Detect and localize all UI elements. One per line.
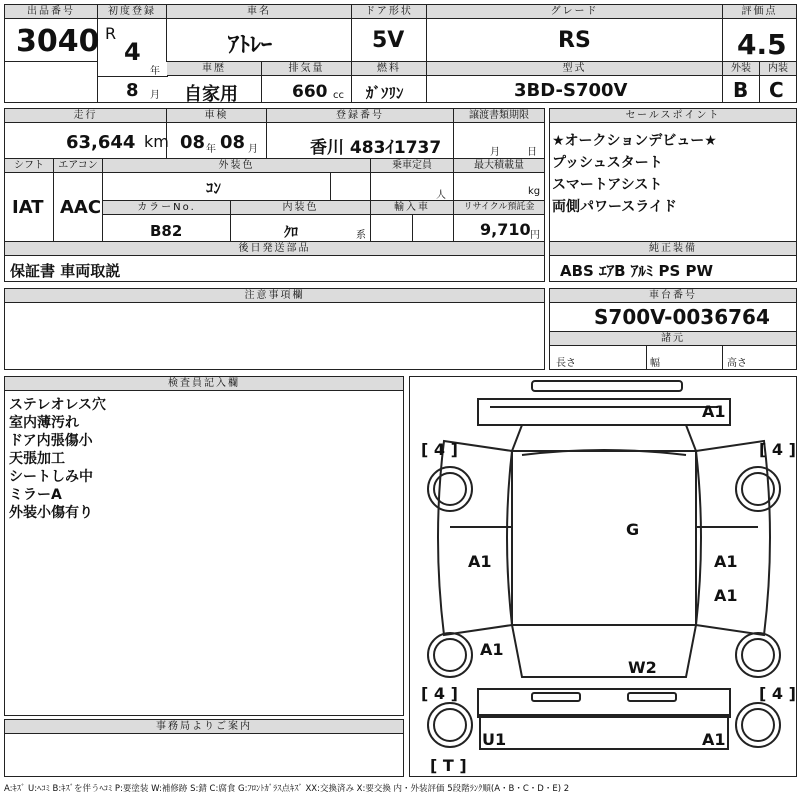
inspector-line: ドア内張傷小 [9, 433, 93, 449]
damage-mark: A1 [480, 640, 504, 659]
reg-label: 初度登録 [98, 5, 166, 19]
chassis-number: S700V-0036764 [594, 305, 770, 329]
later-label: 後日発送部品 [5, 242, 544, 256]
damage-mark: A1 [714, 552, 738, 571]
car-diagram [410, 377, 797, 777]
notes-label: 注意事項欄 [5, 289, 544, 303]
door-label: ドア形状 [352, 5, 426, 19]
capacity-label: 乗車定員 [371, 159, 453, 173]
inspector-line: 天張加工 [9, 451, 65, 467]
ext-label: 外装 [723, 62, 759, 76]
inspector-line: 外装小傷有り [9, 505, 93, 521]
era: R [105, 24, 117, 43]
transfer-label: 譲渡書類期限 [454, 109, 544, 123]
grade-label: グレード [427, 5, 722, 19]
tire-fr: [ 4 ] [759, 440, 796, 459]
inspector-line: ミラーA [9, 487, 62, 503]
office-label: 事務局よりご案内 [5, 720, 403, 734]
score-label: 評価点 [723, 5, 796, 19]
color-number: B82 [150, 222, 183, 240]
shift: IAT [12, 197, 44, 218]
reg-month: 8 [126, 80, 139, 101]
recycle-label: リサイクル預託金 [454, 201, 544, 215]
damage-mark: U1 [482, 730, 507, 749]
fuel: ｶﾞｿﾘﾝ [366, 84, 404, 102]
ext-grade: B [733, 78, 749, 102]
car-name: ｱﾄﾚｰ [228, 33, 273, 58]
grade: RS [558, 28, 591, 53]
reg-year: 4 [124, 38, 141, 66]
shift-label: シフト [5, 159, 53, 173]
sales-point: ★オークションデビュー★ [552, 133, 717, 149]
disp-label: 排気量 [262, 62, 351, 76]
inspector-line: 室内薄汚れ [9, 415, 79, 431]
lot-label: 出品番号 [5, 5, 97, 19]
damage-mark: A1 [468, 552, 492, 571]
inspect-label: 車検 [167, 109, 266, 123]
displacement: 660 [292, 82, 328, 102]
load-label: 最大積載量 [454, 159, 544, 173]
equipment: ABS ｴｱB ｱﾙﾐ PS PW [560, 262, 714, 280]
later-parts: 保証書 車両取説 [10, 262, 121, 280]
ac-label: エアコン [54, 159, 102, 173]
tire-rr: [ 4 ] [759, 684, 796, 703]
ac: AAC [60, 197, 102, 218]
door-type: 5V [372, 28, 405, 53]
history: 自家用 [184, 84, 238, 105]
interior-color: ｸﾛ [284, 225, 298, 241]
plate-label: 登録番号 [267, 109, 453, 123]
chassis-label: 車台番号 [550, 289, 796, 303]
score: 4.5 [737, 28, 787, 61]
km-label: 走行 [5, 109, 166, 123]
inspect-month: 08 [220, 132, 246, 153]
exterior-color: ｺﾝ [206, 179, 222, 197]
damage-mark: W2 [628, 658, 657, 677]
damage-mark: G [626, 520, 640, 539]
legend: A:ｷｽﾞ U:ﾍｺﾐ B:ｷｽﾞを伴うﾍｺﾐ P:要塗装 W:補修跡 S:錆 C:腐食 G:ﾌﾛﾝﾄｶﾞﾗｽ点ｷｽﾞ XX:交換済み X:要交換 内・外装評価 5段階ﾗﾝｸ順(A・B・C・D・E) 2 [4, 784, 570, 794]
interior-label: 内装色 [231, 201, 370, 215]
sales-point: スマートアシスト [552, 177, 663, 193]
recycle-fee: 9,710 [480, 220, 531, 239]
inspector-line: ステレオレス穴 [9, 397, 107, 413]
dims-label: 諸元 [550, 332, 796, 346]
color-label: 外装色 [103, 159, 370, 173]
int-label: 内装 [760, 62, 796, 76]
name-label: 車名 [167, 5, 351, 19]
model-label: 型式 [427, 62, 722, 76]
lot-number: 3040 [16, 24, 100, 59]
tire-rl: [ 4 ] [421, 684, 458, 703]
import-label: 輸入車 [371, 201, 453, 215]
colorno-label: カラーNo. [103, 201, 230, 215]
plate: 香川 483ｲ1737 [310, 138, 442, 158]
sales-point: 両側パワースライド [552, 199, 677, 215]
damage-mark: A1 [702, 402, 726, 421]
damage-diagram [409, 376, 797, 777]
tire-fl: [ 4 ] [421, 440, 458, 459]
mileage: 63,644 [66, 132, 136, 153]
sales-label: セールスポイント [550, 109, 796, 123]
history-label: 車歴 [167, 62, 261, 76]
inspect-year: 08 [180, 132, 206, 153]
fuel-label: 燃料 [352, 62, 426, 76]
int-grade: C [769, 78, 784, 102]
damage-mark: A1 [714, 586, 738, 605]
sales-point: プッシュスタート [552, 155, 663, 171]
equip-label: 純正装備 [550, 242, 796, 256]
damage-mark: A1 [702, 730, 726, 749]
spare-tire: [ T ] [430, 756, 467, 775]
model: 3BD-S700V [514, 80, 628, 101]
inspector-label: 検査員記入欄 [5, 377, 403, 391]
inspector-line: シートしみ中 [9, 469, 93, 485]
